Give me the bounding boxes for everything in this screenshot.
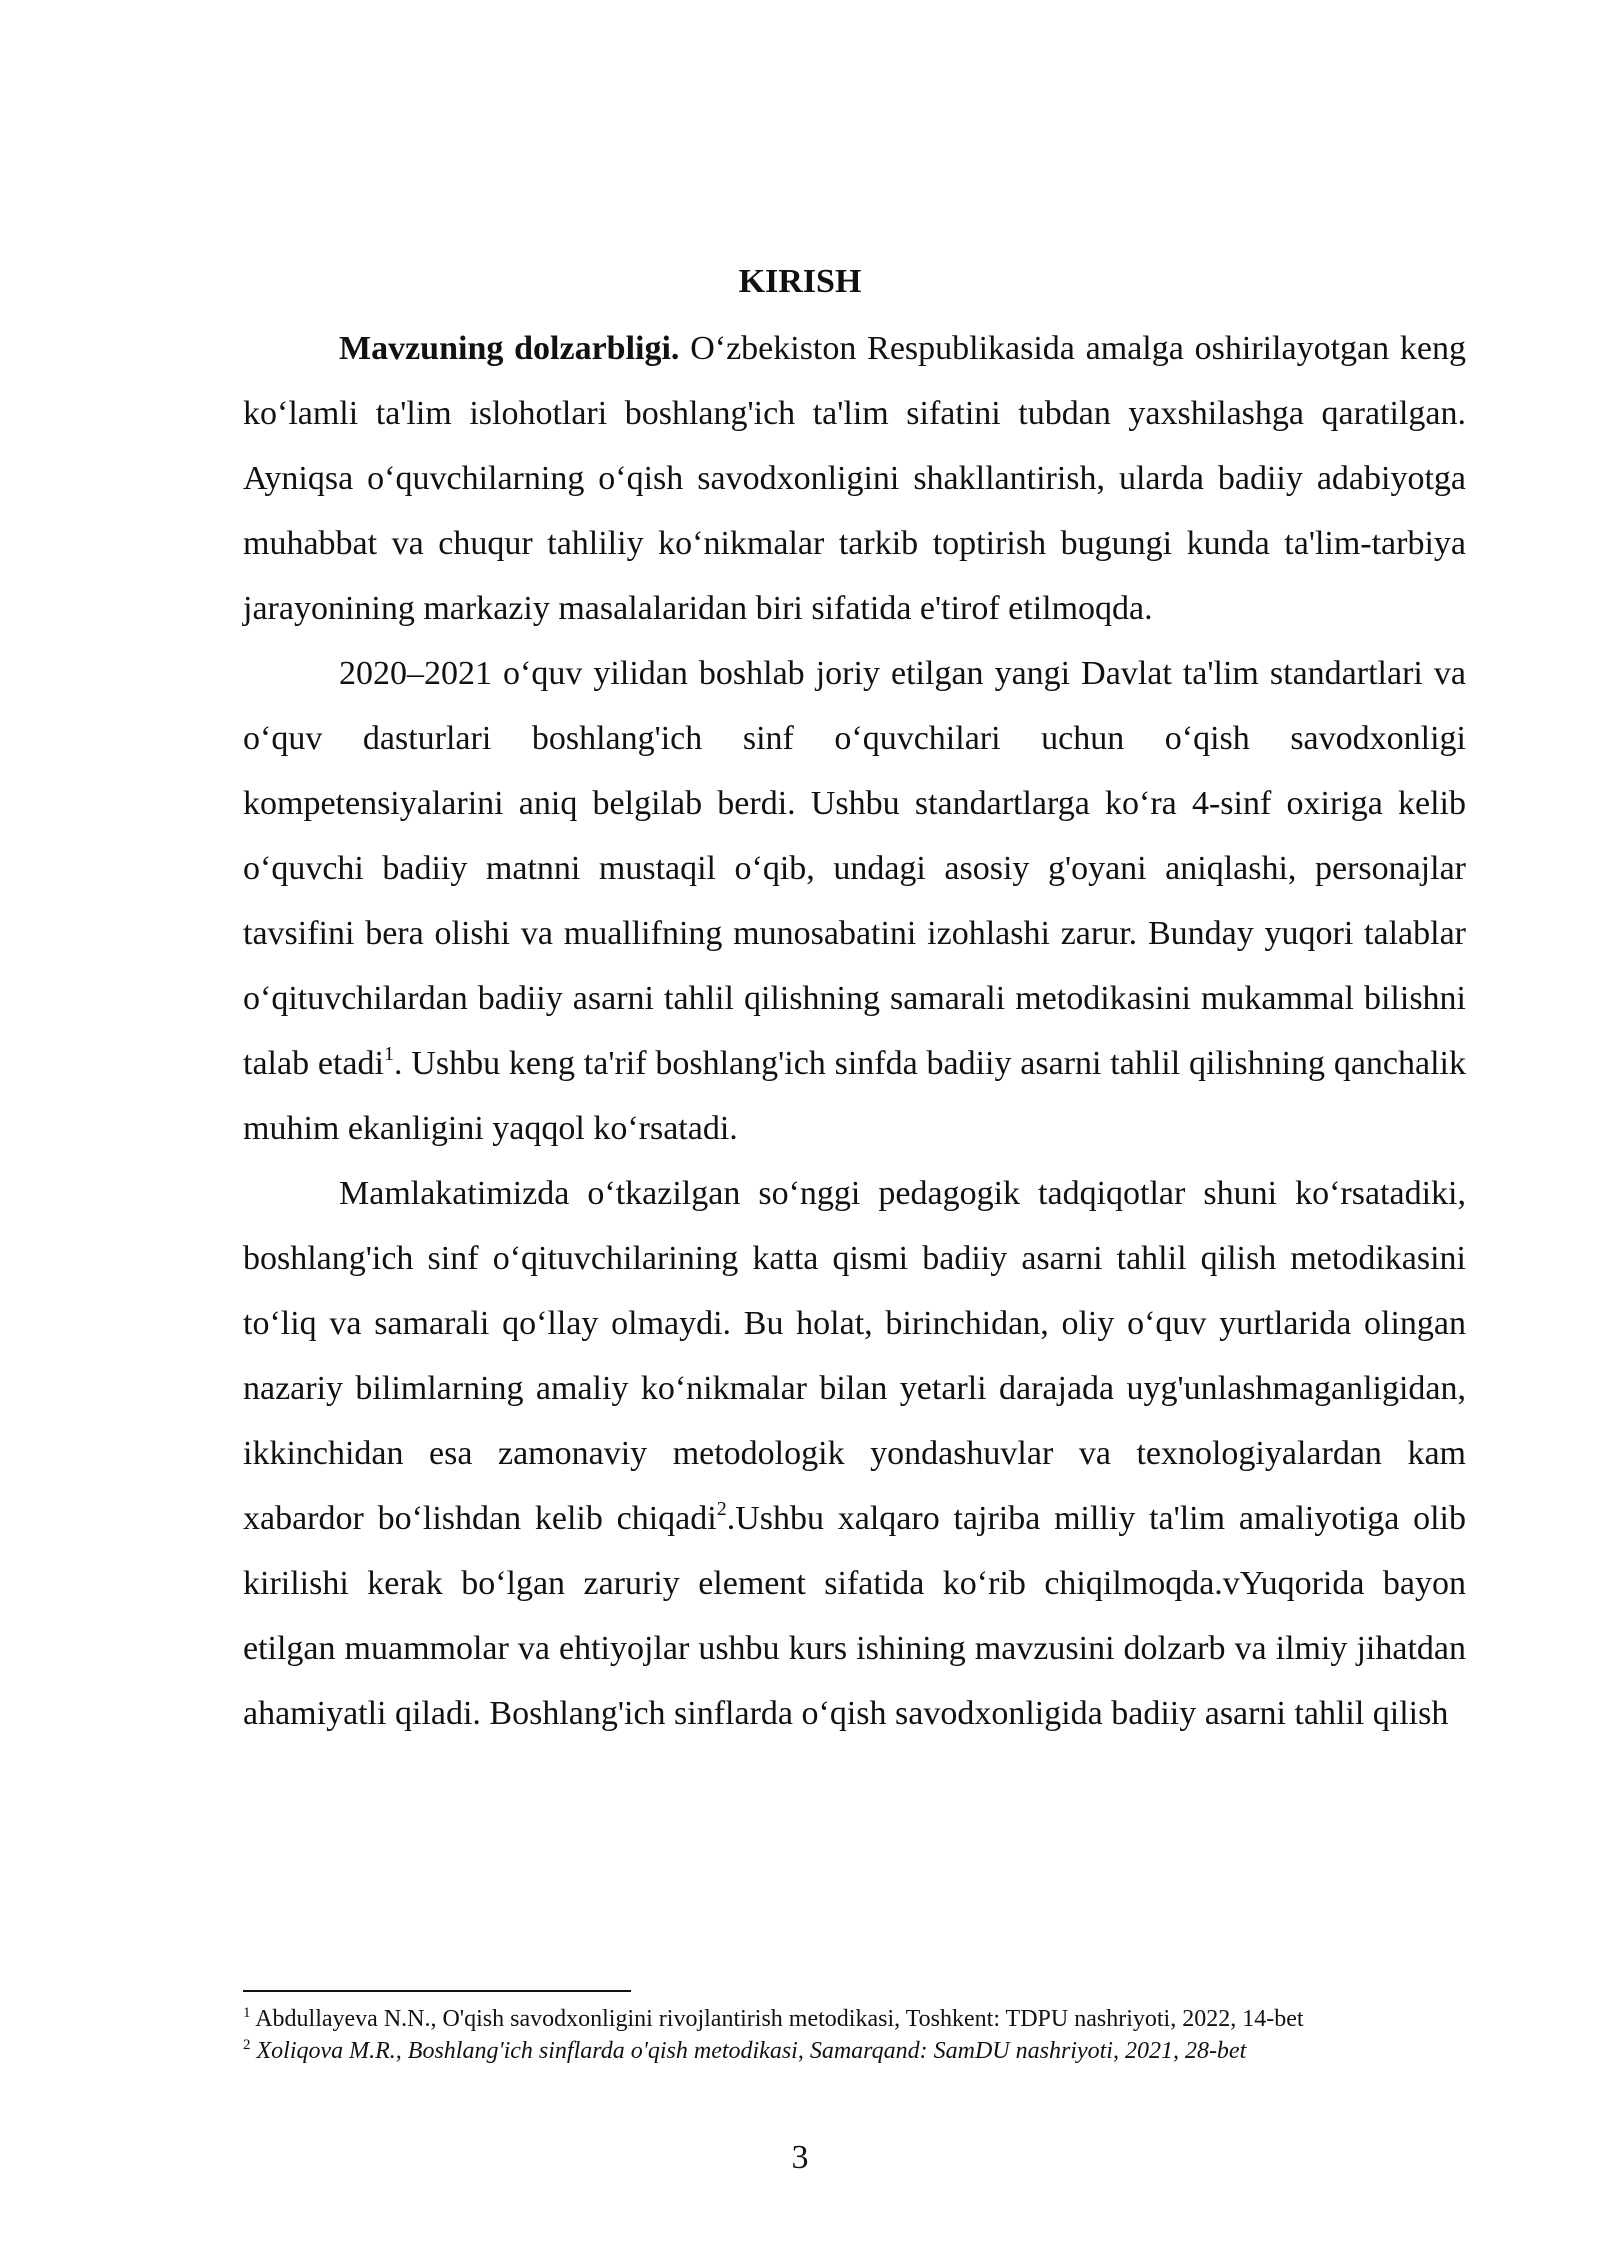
paragraph-lead: Mavzuning dolzarbligi. — [339, 330, 680, 367]
footnote-reference[interactable]: 2 — [716, 1498, 727, 1520]
footnote-text: Abdullayeva N.N., O'qish savodxonligini rivojlantirish metodikasi, Toshkent: TDPU nashriyoti, 2022, 14-bet — [255, 2006, 1304, 2032]
paragraph-text: . Ushbu keng ta'rif boshlang'ich sinfda badiiy asarni tahlil qilishning qanchalik muhim ekanligini yaqqol ko‘rsatadi. — [243, 1045, 1466, 1147]
footnote-text: Xoliqova M.R., Boshlang'ich sinflarda o'qish metodikasi, Samarqand: SamDU nashriyoti, 2021, 28-bet — [256, 2038, 1247, 2064]
paragraph-standards — [243, 641, 1466, 1161]
footnotes — [243, 2003, 1483, 2067]
paragraph-text: Mamlakatimizda o‘tkazilgan so‘nggi pedagogik tadqiqotlar shuni ko‘rsatadiki, boshlang'ich sinf o‘qituvchilarining katta qismi badiiy asarni tahlil qilish metodikasini to‘liq va samarali qo‘llay olmaydi. Bu holat, birinchidan, oliy o‘quv yurtlarida olingan nazariy bilimlarning amaliy ko‘nikmalar bilan yetarli darajada uyg'unlashmaganligidan, ikkinchidan esa zamonaviy metodologik yondashuvlar va texnologiyalardan kam xabardor bo‘lishdan kelib chiqadi — [243, 1175, 1466, 1537]
page-number: 3 — [791, 2139, 809, 2176]
footnote-number: 1 — [243, 2005, 251, 2021]
body-text — [243, 316, 1466, 1746]
footnote-number: 2 — [243, 2037, 251, 2053]
section-heading: KIRISH — [738, 263, 862, 300]
paragraph-relevance — [243, 316, 1466, 641]
footnote-separator — [243, 1990, 631, 1992]
footnote-reference[interactable]: 1 — [383, 1043, 394, 1065]
footnote-1 — [243, 2003, 1483, 2035]
paragraph-text: .Ushbu xalqaro tajriba milliy ta'lim amaliyotiga olib kirilishi kerak bo‘lgan zaruriy element sifatida ko‘rib chiqilmoqda.vYuqorida bayon etilgan muammolar va ehtiyojlar ushbu kurs ishining mavzusini dolzarb va ilmiy jihatdan ahamiyatli qiladi. Boshlang'ich sinflarda o‘qish savodxonligida badiiy asarni tahlil qilish — [243, 1500, 1466, 1732]
paragraph-text: 2020–2021 o‘quv yilidan boshlab joriy etilgan yangi Davlat ta'lim standartlari va o‘quv dasturlari boshlang'ich sinf o‘quvchilari uchun o‘qish savodxonligi kompetensiyalarini aniq belgilab berdi. Ushbu standartlarga ko‘ra 4-sinf oxiriga kelib o‘quvchi badiiy matnni mustaqil o‘qib, undagi asosiy g'oyani aniqlashi, personajlar tavsifini bera olishi va muallifning munosabatini izohlashi zarur. Bunday yuqori talablar o‘qituvchilardan badiiy asarni tahlil qilishning samarali metodikasini mukammal bilishni talab etadi — [243, 655, 1466, 1082]
paragraph-research — [243, 1161, 1466, 1746]
paragraph-text: O‘zbekiston Respublikasida amalga oshirilayotgan keng ko‘lamli ta'lim islohotlari boshlang'ich ta'lim sifatini tubdan yaxshilashga qaratilgan. Ayniqsa o‘quvchilarning o‘qish savodxonligini shakllantirish, ularda badiiy adabiyotga muhabbat va chuqur tahliliy ko‘nikmalar tarkib toptirish bugungi kunda ta'lim-tarbiya jarayonining markaziy masalalaridan biri sifatida e'tirof etilmoqda. — [243, 330, 1466, 627]
footnote-2 — [243, 2035, 1483, 2067]
